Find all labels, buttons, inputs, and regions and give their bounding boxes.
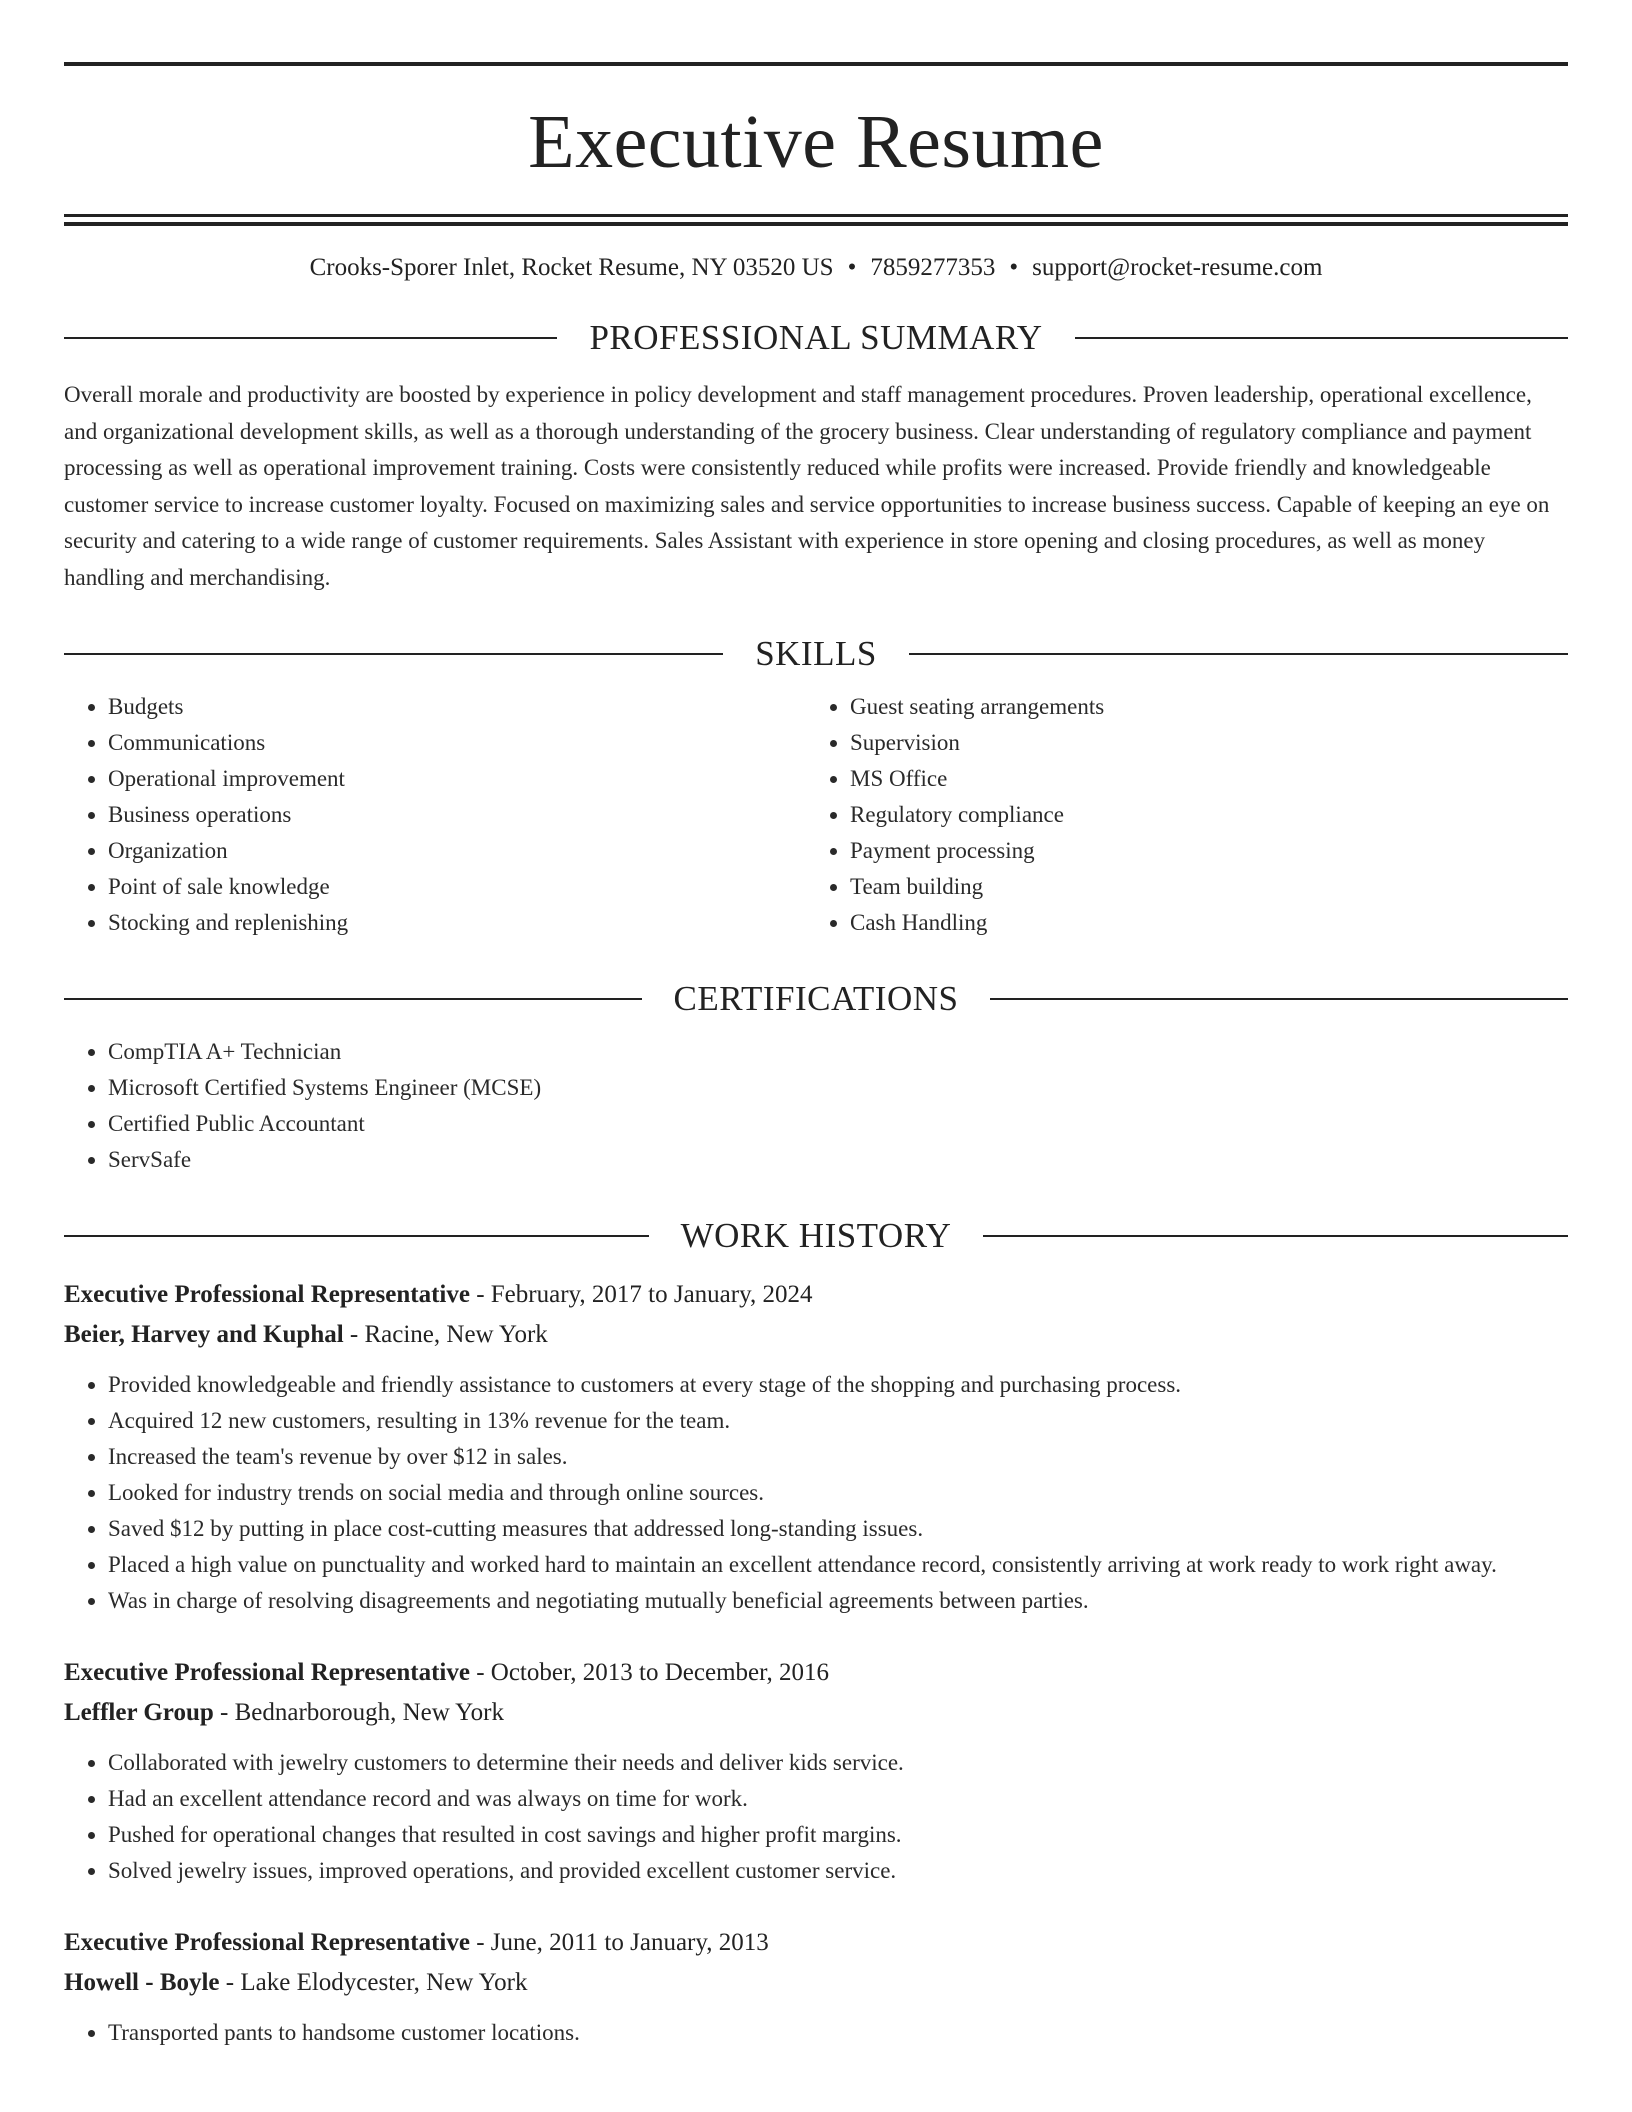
certifications-list	[64, 1034, 1568, 1178]
job-dates: - June, 2011 to January, 2013	[469, 1929, 769, 1956]
certification-item: • ServSafe	[108, 1142, 1568, 1178]
section-title-work-history: WORK HISTORY	[680, 1216, 952, 1255]
job-duty-item: • Solved jewelry issues, improved operations, and provided excellent customer service.	[108, 1853, 1568, 1889]
skills-column-right	[806, 689, 1548, 941]
skills-columns	[64, 689, 1568, 941]
certifications-block	[64, 1034, 1568, 1178]
skill-item: • Cash Handling	[850, 905, 1548, 941]
job-title-line	[64, 1275, 1568, 1315]
job-duties-list	[64, 1367, 1568, 1619]
section-rule-right	[1075, 337, 1568, 339]
job-duty-item: • Had an excellent attendance record and was always on time for work.	[108, 1781, 1568, 1817]
job-duty-item: • Increased the team's revenue by over $12 in sales.	[108, 1439, 1568, 1475]
skill-item: • Stocking and replenishing	[108, 905, 806, 941]
skills-list-right	[806, 689, 1548, 941]
job-location: - Bednarborough, New York	[213, 1699, 505, 1726]
section-rule-left	[64, 1235, 649, 1237]
section-header-skills	[64, 636, 1568, 671]
top-rule	[64, 62, 1568, 66]
job-duty-item: • Pushed for operational changes that resulted in cost savings and higher profit margins.	[108, 1817, 1568, 1853]
job-location: - Racine, New York	[343, 1321, 548, 1348]
job-title-line	[64, 1653, 1568, 1693]
skill-item: • Point of sale knowledge	[108, 869, 806, 905]
job-duty-item: • Looked for industry trends on social media and through online sources.	[108, 1475, 1568, 1511]
skill-item: • Business operations	[108, 797, 806, 833]
job-company: Beier, Harvey and Kuphal	[64, 1321, 344, 1348]
skill-item: • Supervision	[850, 725, 1548, 761]
contact-phone: 7859277353	[870, 254, 996, 281]
job-duty-item: • Acquired 12 new customers, resulting in 13% revenue for the team.	[108, 1403, 1568, 1439]
skills-list-left	[64, 689, 806, 941]
section-title-summary: PROFESSIONAL SUMMARY	[589, 318, 1043, 357]
double-rule	[64, 214, 1568, 217]
job-duty-item: • Collaborated with jewelry customers to determine their needs and deliver kids service.	[108, 1745, 1568, 1781]
certification-item: • Microsoft Certified Systems Engineer (MCSE)	[108, 1070, 1568, 1106]
job-dates: - October, 2013 to December, 2016	[469, 1659, 829, 1686]
job-duties-list	[64, 2015, 1568, 2051]
professional-summary-text: Overall morale and productivity are boosted by experience in policy development and staff management procedures. Proven leadership, operational excellence, and organizational development skills, as well as a thorough understanding of the grocery business. Clear understanding of regulatory compliance and payment processing as well as operational improvement training. Costs were consistently reduced while profits were increased. Provide friendly and knowledgeable customer service to increase customer loyalty. Focused on maximizing sales and service opportunities to increase business success. Capable of keeping an eye on security and catering to a wide range of customer requirements. Sales Assistant with experience in store opening and closing procedures, as well as money handling and merchandising.	[64, 382, 1550, 590]
certification-item: • CompTIA A+ Technician	[108, 1034, 1568, 1070]
job-dates: - February, 2017 to January, 2024	[469, 1281, 813, 1308]
section-header-work-history	[64, 1218, 1568, 1253]
section-header-summary	[64, 320, 1568, 355]
skill-item: • Organization	[108, 833, 806, 869]
skill-item: • Payment processing	[850, 833, 1548, 869]
skill-item: • Communications	[108, 725, 806, 761]
job-duty-item: • Transported pants to handsome customer locations.	[108, 2015, 1568, 2051]
contact-line	[64, 255, 1568, 280]
job-entry	[64, 1275, 1568, 1619]
job-entry	[64, 1923, 1568, 2051]
contact-separator: •	[847, 254, 857, 281]
contact-separator: •	[1009, 254, 1019, 281]
job-duty-item: • Placed a high value on punctuality and worked hard to maintain an excellent attendance record, consistently arriving at work ready to work right away.	[108, 1547, 1568, 1583]
section-rule-right	[983, 1235, 1568, 1237]
job-title-line	[64, 1923, 1568, 1963]
job-entry	[64, 1653, 1568, 1889]
job-title: Executive Professional Representative	[64, 1659, 470, 1686]
contact-address: Crooks-Sporer Inlet, Rocket Resume, NY 03520 US	[309, 254, 834, 281]
section-header-certifications	[64, 981, 1568, 1016]
job-company-line	[64, 1693, 1568, 1733]
job-location: - Lake Elodycester, New York	[219, 1969, 528, 1996]
certification-item: • Certified Public Accountant	[108, 1106, 1568, 1142]
skill-item: • Regulatory compliance	[850, 797, 1548, 833]
skill-item: • Guest seating arrangements	[850, 689, 1548, 725]
section-rule-left	[64, 998, 642, 1000]
section-title-skills: SKILLS	[755, 634, 877, 673]
job-company: Leffler Group	[64, 1699, 214, 1726]
contact-email: support@rocket-resume.com	[1032, 254, 1323, 281]
job-duty-item: • Provided knowledgeable and friendly assistance to customers at every stage of the shopping and purchasing process.	[108, 1367, 1568, 1403]
job-company-line	[64, 1963, 1568, 2003]
skill-item: • MS Office	[850, 761, 1548, 797]
job-title: Executive Professional Representative	[64, 1281, 470, 1308]
job-duty-item: • Saved $12 by putting in place cost-cutting measures that addressed long-standing issues.	[108, 1511, 1568, 1547]
skills-column-left	[64, 689, 806, 941]
section-rule-left	[64, 653, 723, 655]
resume-title: Executive Resume	[528, 100, 1104, 184]
job-duties-list	[64, 1745, 1568, 1889]
job-company: Howell - Boyle	[64, 1969, 220, 1996]
job-duty-item: • Was in charge of resolving disagreements and negotiating mutually beneficial agreements between parties.	[108, 1583, 1568, 1619]
section-rule-left	[64, 337, 557, 339]
section-rule-right	[990, 998, 1568, 1000]
section-title-certifications: CERTIFICATIONS	[673, 979, 959, 1018]
skill-item: • Operational improvement	[108, 761, 806, 797]
skill-item: • Team building	[850, 869, 1548, 905]
job-title: Executive Professional Representative	[64, 1929, 470, 1956]
job-company-line	[64, 1315, 1568, 1355]
skill-item: • Budgets	[108, 689, 806, 725]
section-rule-right	[909, 653, 1568, 655]
